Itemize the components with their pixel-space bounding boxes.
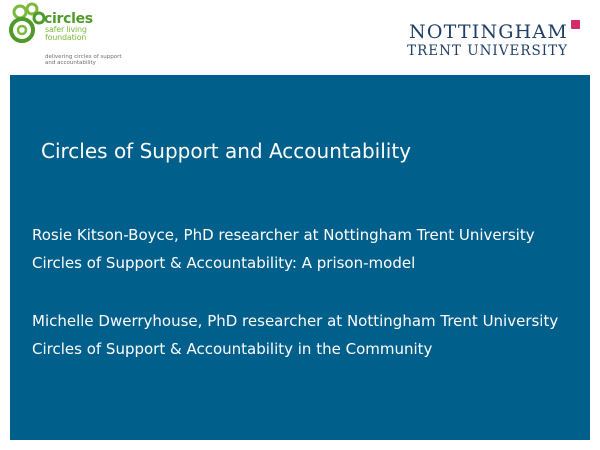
circles-wordmark: circles (44, 11, 93, 27)
ntu-name-line1: NOTTINGHAM (409, 21, 568, 43)
slide-title: Circles of Support and Accountability (41, 139, 412, 163)
circles-tagline-line1: delivering circles of support (45, 54, 122, 60)
circles-subtitle-line1: safer living (45, 25, 87, 34)
circles-tagline-line2: and accountability (45, 60, 96, 66)
presenter-line-2: Michelle Dwerryhouse, PhD researcher at Nottingham Trent University (32, 312, 559, 330)
topic-line-1: Circles of Support & Accountability: A prison-model (32, 254, 416, 272)
slide-content-panel (10, 75, 590, 440)
circles-subtitle-line2: foundation (45, 33, 87, 42)
ntu-badge-icon (571, 20, 580, 29)
circles-logo (8, 2, 128, 74)
ntu-logo (407, 20, 580, 65)
slide-header (0, 0, 600, 75)
circles-logo-icon (8, 2, 48, 46)
topic-line-2: Circles of Support & Accountability in the Community (32, 340, 433, 358)
ntu-name-line2: TRENT UNIVERSITY (407, 43, 568, 59)
presenter-line-1: Rosie Kitson-Boyce, PhD researcher at Nottingham Trent University (32, 226, 535, 244)
